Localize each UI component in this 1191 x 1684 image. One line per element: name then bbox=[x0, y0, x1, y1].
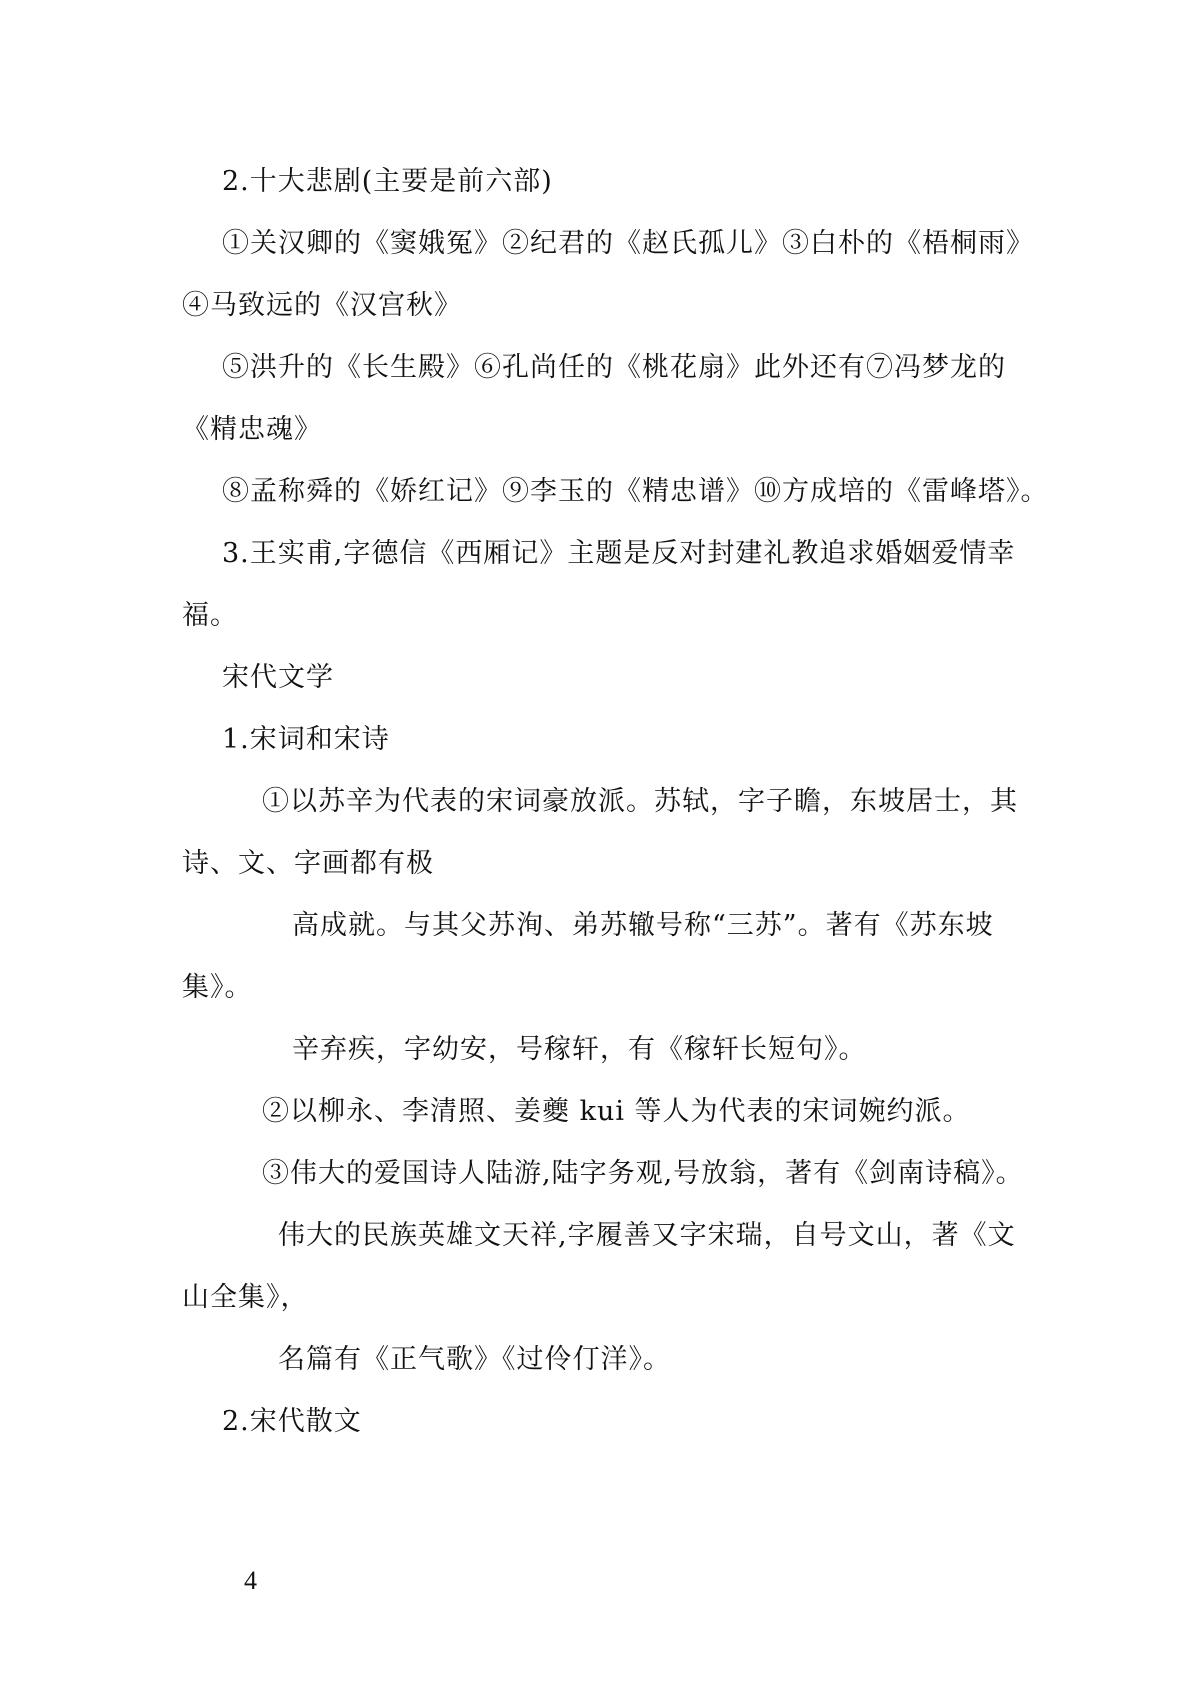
subsection-heading: 2.宋代散文 bbox=[222, 1406, 362, 1437]
text-line: 2.十大悲剧(主要是前六部) bbox=[222, 166, 553, 197]
text-line: 福。 bbox=[182, 600, 238, 631]
subsection-heading: 1.宋词和宋诗 bbox=[222, 724, 390, 755]
text-line: ②以柳永、李清照、姜夔 kui 等人为代表的宋词婉约派。 bbox=[262, 1096, 971, 1127]
text-line: ①以苏辛为代表的宋词豪放派。苏轼，字子瞻，东坡居士，其 bbox=[262, 786, 1018, 817]
text-line: 《精忠魂》 bbox=[182, 414, 322, 445]
text-line: 高成就。与其父苏洵、弟苏辙号称“三苏”。著有《苏东坡 bbox=[292, 910, 994, 941]
text-line: 集》。 bbox=[182, 972, 253, 1003]
section-heading: 宋代文学 bbox=[222, 662, 334, 693]
text-line: 诗、文、字画都有极 bbox=[182, 848, 434, 879]
text-line: 辛弃疾，字幼安，号稼轩，有《稼轩长短句》。 bbox=[292, 1034, 867, 1065]
text-line: 名篇有《正气歌》《过伶仃洋》。 bbox=[278, 1344, 671, 1375]
text-line: ③伟大的爱国诗人陆游,陆字务观,号放翁，著有《剑南诗稿》。 bbox=[262, 1158, 1024, 1189]
text-line: 伟大的民族英雄文天祥,字履善又字宋瑞，自号文山，著《文 bbox=[278, 1220, 1016, 1251]
text-line: ①关汉卿的《窦娥冤》②纪君的《赵氏孤儿》③白朴的《梧桐雨》 bbox=[222, 228, 1034, 259]
text-line: ⑤洪升的《长生殿》⑥孔尚任的《桃花扇》此外还有⑦冯梦龙的 bbox=[222, 352, 1006, 383]
text-line: 山全集》， bbox=[182, 1282, 309, 1313]
text-line: ⑧孟称舜的《娇红记》⑨李玉的《精忠谱》⑩方成培的《雷峰塔》。 bbox=[222, 476, 1049, 507]
text-line: 3.王实甫,字德信《西厢记》主题是反对封建礼教追求婚姻爱情幸 bbox=[222, 538, 1016, 569]
document-body bbox=[182, 151, 1049, 1453]
page-number: 4 bbox=[244, 1566, 257, 1595]
text-line: ④马致远的《汉宫秋》 bbox=[182, 290, 462, 321]
